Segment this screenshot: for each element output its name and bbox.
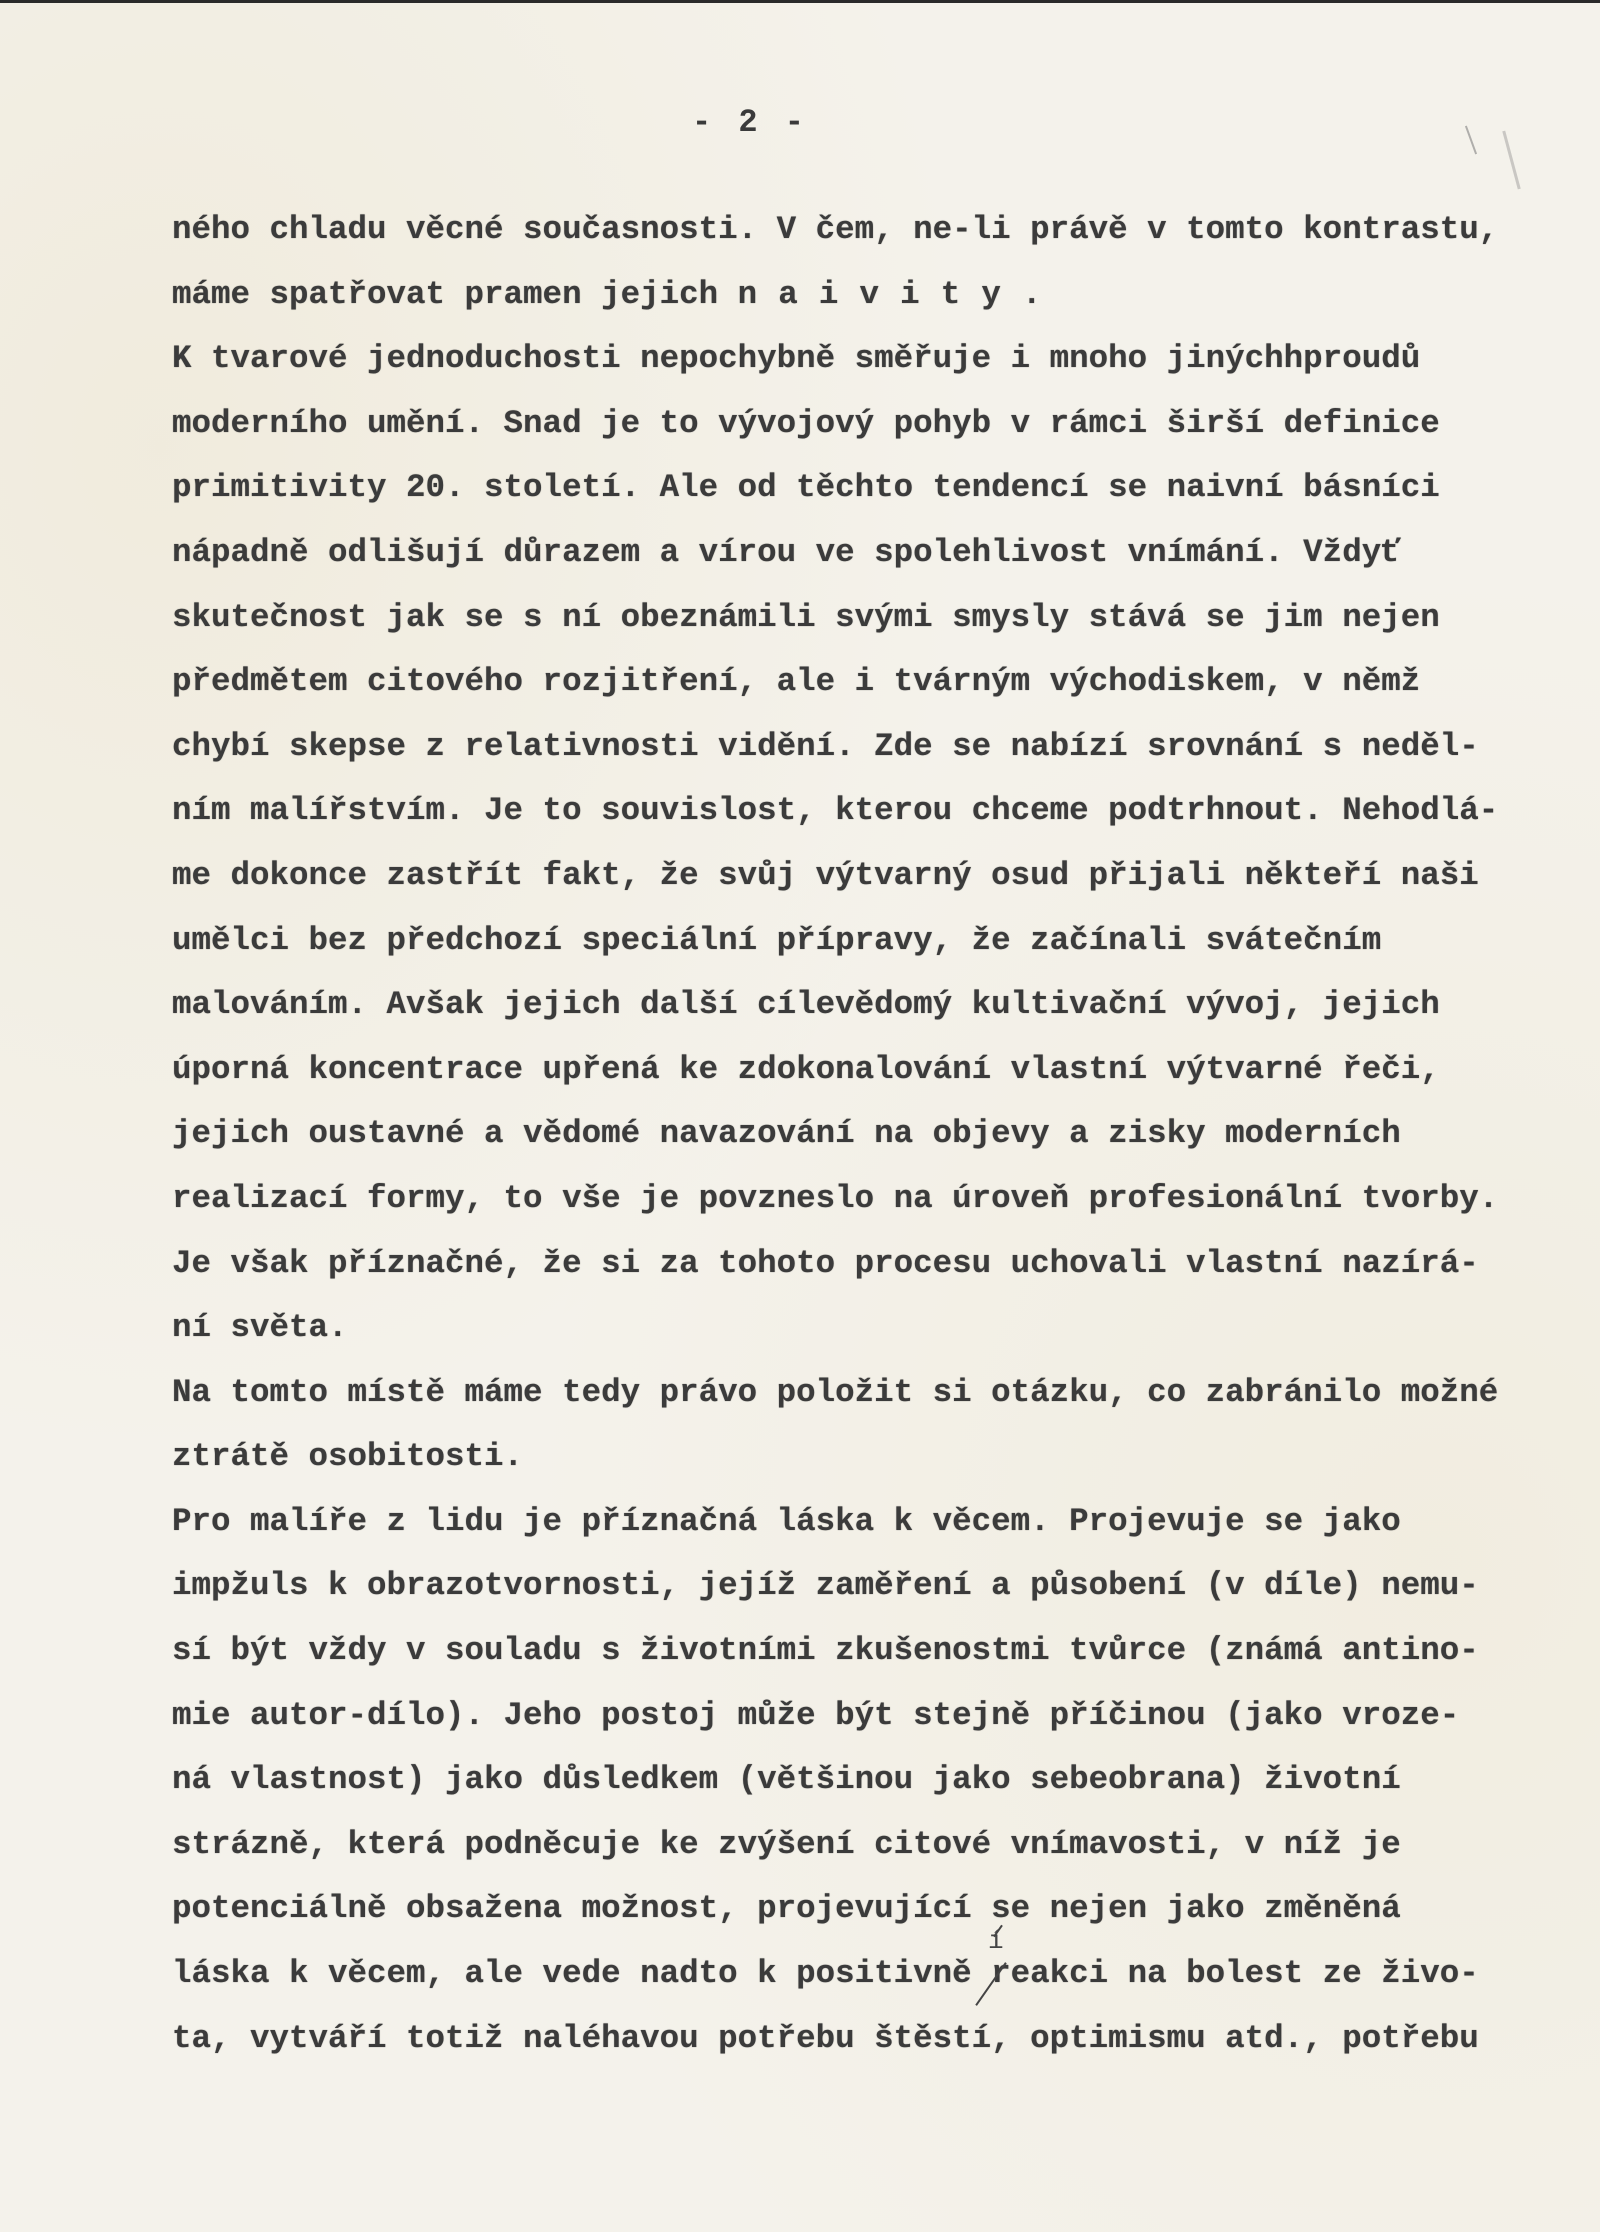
- text-line: ného chladu věcné současnosti. V čem, ne-li právě v tomto kontrastu,: [172, 211, 1499, 248]
- text-line: láska k věcem, ale vede nadto k positivně reakci na bolest ze živo-: [172, 1955, 1479, 1993]
- text-line: moderního umění. Snad je to vývojový pohyb v rámci širší definice: [172, 404, 1440, 442]
- typewritten-body: [172, 206, 1552, 2079]
- text-line-start: máme spatřovat pramen jejich: [172, 275, 738, 313]
- text-line: strázně, která podněcuje ke zvýšení citové vnímavosti, v níž je: [172, 1825, 1401, 1863]
- text-line: Na tomto místě máme tedy právo položit si otázku, co zabránilo možné: [172, 1373, 1499, 1411]
- text-line: realizací formy, to vše je povzneslo na úroveň profesionální tvorby.: [172, 1179, 1499, 1217]
- text-line: ta, vytváří totiž naléhavou potřebu štěstí, optimismu atd., potřebu: [172, 2019, 1479, 2057]
- text-line: malováním. Avšak jejich další cílevědomý kultivační vývoj, jejich: [172, 986, 1440, 1024]
- text-line: me dokonce zastřít fakt, že svůj výtvarný osud přijali někteří naši: [172, 856, 1479, 894]
- emphasized-word: naivity.: [737, 275, 1063, 313]
- text-line: K tvarové jednoduchosti nepochybně směřuje i mnoho jinýchhproudů: [172, 340, 1421, 378]
- handwritten-correction: í: [988, 1926, 1004, 1956]
- text-line: umělci bez předchozí speciální přípravy, že začínali svátečním: [172, 921, 1382, 959]
- text-line: primitivity 20. století. Ale od těchto tendencí se naivní básníci: [172, 469, 1440, 507]
- page-number: - 2 -: [691, 104, 808, 141]
- text-line: ním malířstvím. Je to souvislost, kterou chceme podtrhnout. Nehodlá-: [172, 792, 1499, 830]
- text-line: Je však příznačné, že si za tohoto procesu uchovali vlastní nazírá-: [172, 1244, 1479, 1282]
- text-line: nápadně odlišují důrazem a vírou ve spolehlivost vnímání. Vždyť: [172, 533, 1401, 571]
- scan-top-edge: [0, 0, 1600, 3]
- text-line: impžuls k obrazotvornosti, jejíž zaměření a působení (v díle) nemu-: [172, 1567, 1479, 1605]
- text-line: předmětem citového rozjitření, ale i tvárným východiskem, v němž: [172, 663, 1421, 701]
- text-line: Pro malíře z lidu je příznačná láska k věcem. Projevuje se jako: [172, 1502, 1401, 1540]
- text-line: mie autor-dílo). Jeho postoj může být stejně příčinou (jako vroze-: [172, 1696, 1460, 1734]
- text-line: sí být vždy v souladu s životními zkušenostmi tvůrce (známá antino-: [172, 1632, 1479, 1670]
- text-line: jejich oustavné a vědomé navazování na objevy a zisky moderních: [172, 1115, 1401, 1153]
- text-line: ztrátě osobitosti.: [172, 1438, 524, 1476]
- text-line: chybí skepse z relativnosti vidění. Zde se nabízí srovnání s neděl-: [172, 727, 1479, 765]
- text-line: úporná koncentrace upřená ke zdokonalování vlastní výtvarné řeči,: [172, 1050, 1440, 1088]
- text-line: ní světa.: [172, 1309, 348, 1347]
- text-line: ná vlastnost) jako důsledkem (většinou jako sebeobrana) životní: [172, 1761, 1401, 1799]
- text-line: skutečnost jak se s ní obeznámili svými smysly stává se jim nejen: [172, 598, 1440, 636]
- text-line: potenciálně obsažena možnost, projevující se nejen jako změněná: [172, 1890, 1401, 1928]
- text-line: [172, 271, 1552, 336]
